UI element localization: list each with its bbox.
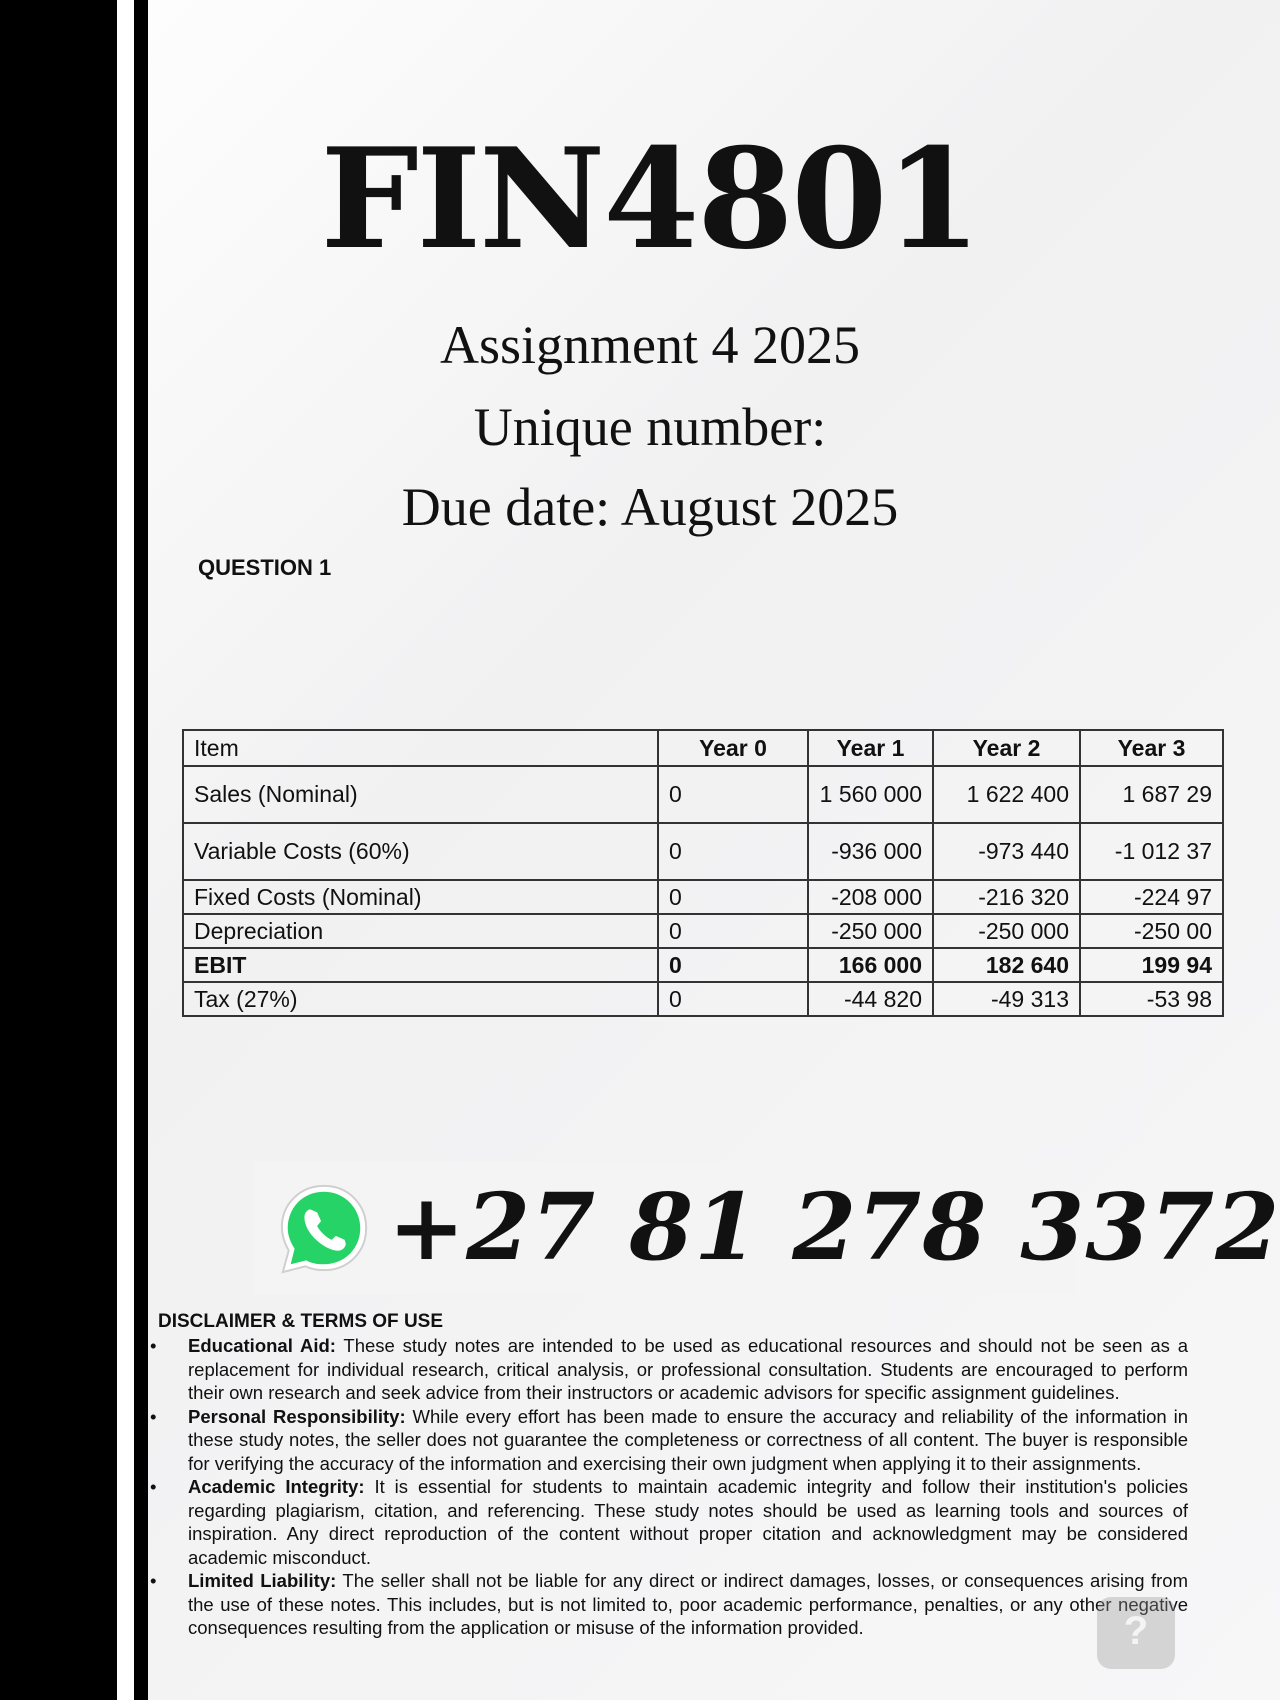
table-cell: 0 [658,948,808,982]
table-header-cell: Year 3 [1080,730,1223,766]
term-heading: Educational Aid: [188,1335,336,1356]
table-row [183,948,1223,982]
table-row [183,880,1223,914]
table-cell: 0 [658,982,808,1016]
table-cell: -250 000 [808,914,933,948]
table-cell-item: EBIT [183,948,658,982]
table-cell: -49 313 [933,982,1080,1016]
help-badge[interactable] [1097,1597,1175,1669]
table-cell: -936 000 [808,823,933,880]
bullet-icon: • [150,1570,157,1591]
table-cell: 1 622 400 [933,766,1080,823]
table-cell-item: Variable Costs (60%) [183,823,658,880]
table-cell: 0 [658,766,808,823]
left-border-gap [117,0,134,1700]
table-cell: 1 687 29 [1080,766,1223,823]
table-cell-item: Sales (Nominal) [183,766,658,823]
table-row [183,766,1223,823]
table-cell: -44 820 [808,982,933,1016]
table-cell: -973 440 [933,823,1080,880]
disclaimer-list [150,1334,1188,1640]
bullet-icon: • [150,1405,157,1427]
table-row [183,914,1223,948]
term-heading: Personal Responsibility: [188,1405,406,1427]
table-header-cell: Year 2 [933,730,1080,766]
bullet-icon: • [150,1335,157,1356]
table-cell: 199 94 [1080,948,1223,982]
list-item [150,1475,1188,1569]
assignment-title: Assignment 4 2025 [439,315,860,375]
due-date-label: Due date: August 2025 [401,477,899,537]
table-cell: -224 97 [1080,880,1223,914]
left-border-bar [0,0,117,1700]
term-text: The seller shall not be liable for any direct or indirect damages, losses, or consequences arising from the use of these notes. This includes, but is not limited to, poor academic performance, penalties, or any other negative consequences resulting from the application or misuse of the information provided. [188,1570,1188,1638]
left-border-stripe [134,0,148,1700]
question-heading: QUESTION 1 [198,555,332,580]
table-row [183,982,1223,1016]
list-item [150,1569,1188,1640]
cash-flow-table [182,729,1224,1017]
help-icon: ? [1123,1609,1149,1653]
term-text: It is essential for students to maintain academic integrity and follow their institution's policies regarding plagiarism, citation, and referencing. These study notes should be used as learning tools and sources of inspiration. Any direct reproduction of the content without proper citation and acknowledgment may be considered academic misconduct. [188,1476,1189,1568]
term-heading: Limited Liability: [188,1570,337,1591]
table-cell-item: Depreciation [183,914,658,948]
course-code-title: FIN4801 [320,117,980,280]
table-header-cell: Item [183,730,658,766]
table-cell: 1 560 000 [808,766,933,823]
list-item [150,1405,1188,1476]
table-cell: 0 [658,880,808,914]
table-row [183,823,1223,880]
table-cell: -250 000 [933,914,1080,948]
table-header-cell: Year 0 [658,730,808,766]
table-cell: 166 000 [808,948,933,982]
table-cell: 0 [658,823,808,880]
table-cell: 182 640 [933,948,1080,982]
whatsapp-icon [275,1180,373,1278]
term-text: While every effort has been made to ensure the accuracy and reliability of the information in these study notes, the seller does not guarantee the completeness or correctness of all content. The buyer is responsible for verifying the accuracy of the information and exercising their own judgment when applying it to their assignments. [188,1405,1189,1474]
bullet-icon: • [150,1476,157,1497]
table-cell: -216 320 [933,880,1080,914]
table-header-cell: Year 1 [808,730,933,766]
cash-flow-table-container [182,729,1212,1016]
term-heading: Academic Integrity: [188,1476,365,1497]
phone-number: +27 81 278 3372 [388,1173,1280,1281]
list-item [150,1334,1188,1405]
table-cell: 0 [658,914,808,948]
disclaimer-title: DISCLAIMER & TERMS OF USE [158,1311,444,1332]
table-cell: -53 98 [1080,982,1223,1016]
unique-number-label: Unique number: [473,397,827,457]
term-text: These study notes are intended to be used as educational resources and should not be seen as a replacement for individual research, critical analysis, or professional consultation. Students are encouraged to perform their own research and seek advice from their instructors or academic advisors for specific assignment guidelines. [188,1335,1188,1403]
table-cell: -1 012 37 [1080,823,1223,880]
table-header-row [183,730,1223,766]
table-cell-item: Fixed Costs (Nominal) [183,880,658,914]
table-cell: -208 000 [808,880,933,914]
table-cell: -250 00 [1080,914,1223,948]
table-cell-item: Tax (27%) [183,982,658,1016]
